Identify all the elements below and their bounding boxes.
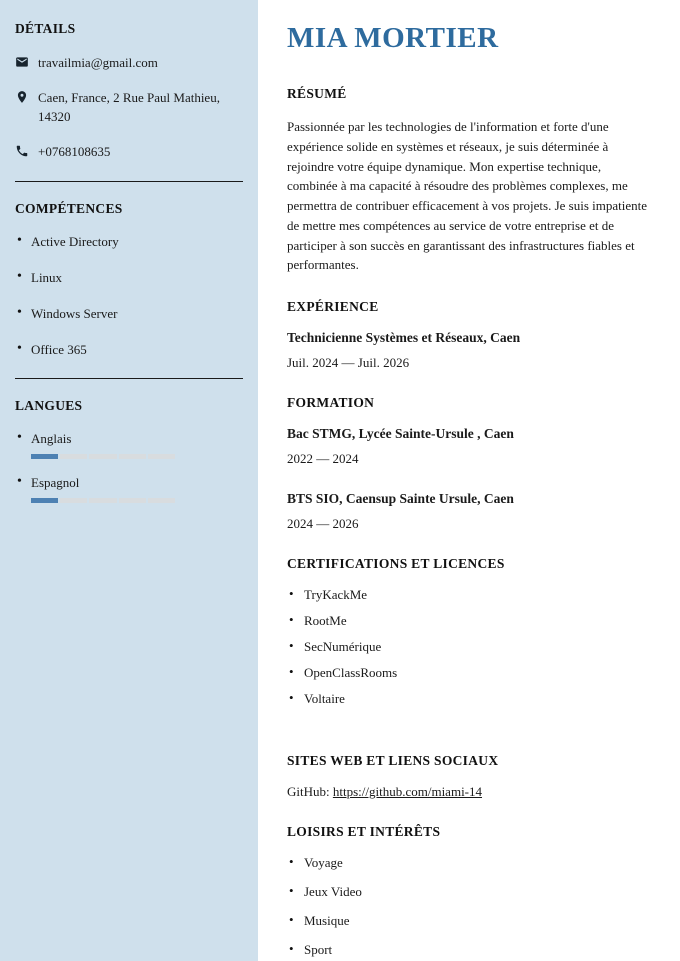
languages-list bbox=[15, 431, 244, 503]
resume-heading: RÉSUMÉ bbox=[287, 86, 347, 101]
education-entry bbox=[287, 426, 650, 467]
hobbies-heading: LOISIRS ET INTÉRÊTS bbox=[287, 824, 441, 839]
phone-icon bbox=[15, 144, 29, 158]
github-label: GitHub: bbox=[287, 784, 333, 799]
level-segment-empty bbox=[119, 498, 146, 503]
certification-item: • Voltaire bbox=[287, 691, 650, 707]
experience-title: Technicienne Systèmes et Réseaux, Caen bbox=[287, 330, 521, 345]
github-line bbox=[287, 784, 650, 800]
hobbies-list bbox=[287, 855, 650, 958]
resume-text: Passionnée par les technologies de l'information et forte d'une expérience solide en systèmes et réseaux, je suis déterminée à rejoindre votre équipe dynamique. Mon expertise technique, combinée à ma capacité à résoudre des problèmes complexes, me permettra de contribuer efficacement à vos projets. Je suis impatiente de mettre mes compétences au service de votre entreprise et de participer à son succès en garantissant des infrastructures fiables et performantes. bbox=[287, 119, 648, 273]
education-dates: 2022 — 2024 bbox=[287, 451, 359, 466]
experience-entry bbox=[287, 330, 650, 371]
details-heading: DÉTAILS bbox=[15, 21, 76, 36]
resume-section bbox=[287, 86, 650, 275]
sidebar-divider bbox=[15, 378, 243, 379]
email-row bbox=[15, 54, 244, 73]
websites-section bbox=[287, 753, 650, 800]
skills-list bbox=[15, 234, 244, 358]
level-segment-filled bbox=[31, 454, 58, 459]
level-segment-empty bbox=[89, 498, 116, 503]
certifications-section bbox=[287, 556, 650, 707]
hobby-item: • Musique bbox=[287, 913, 650, 929]
address-value: Caen, France, 2 Rue Paul Mathieu, 14320 bbox=[38, 89, 220, 124]
education-heading: FORMATION bbox=[287, 395, 375, 410]
language-item bbox=[15, 475, 244, 503]
level-segment-filled bbox=[31, 498, 58, 503]
skills-section bbox=[15, 201, 244, 358]
email-value: travailmia@gmail.com bbox=[38, 55, 158, 70]
level-segment-empty bbox=[148, 454, 175, 459]
language-label: Espagnol bbox=[31, 475, 80, 491]
envelope-icon bbox=[15, 55, 29, 69]
certification-item: • RootMe bbox=[287, 613, 650, 629]
language-item bbox=[15, 431, 244, 459]
level-segment-empty bbox=[119, 454, 146, 459]
certification-item: • OpenClassRooms bbox=[287, 665, 650, 681]
skill-item: • Linux bbox=[15, 270, 244, 286]
github-link[interactable]: https://github.com/miami-14 bbox=[332, 784, 483, 799]
page-title: MIA MORTIER bbox=[287, 22, 499, 54]
education-section bbox=[287, 395, 650, 532]
skill-item: • Windows Server bbox=[15, 306, 244, 322]
languages-heading: LANGUES bbox=[15, 398, 83, 414]
phone-row bbox=[15, 143, 244, 162]
level-segment-empty bbox=[89, 454, 116, 459]
education-title: BTS SIO, Caensup Sainte Ursule, Caen bbox=[287, 491, 514, 506]
skill-item: • Active Directory bbox=[15, 234, 244, 250]
level-segment-empty bbox=[60, 498, 87, 503]
level-segment-empty bbox=[148, 498, 175, 503]
experience-dates: Juil. 2024 — Juil. 2026 bbox=[287, 355, 410, 370]
experience-heading: EXPÉRIENCE bbox=[287, 299, 379, 314]
education-dates: 2024 — 2026 bbox=[287, 516, 359, 531]
languages-section bbox=[15, 398, 244, 503]
language-level-bar bbox=[31, 498, 175, 503]
hobby-item: • Sport bbox=[287, 942, 650, 958]
main-content bbox=[258, 0, 680, 961]
websites-heading: SITES WEB ET LIENS SOCIAUX bbox=[287, 753, 499, 768]
skill-item: • Office 365 bbox=[15, 342, 244, 358]
level-segment-empty bbox=[60, 454, 87, 459]
education-title: Bac STMG, Lycée Sainte-Ursule , Caen bbox=[287, 426, 514, 441]
details-section bbox=[15, 21, 244, 161]
address-row bbox=[15, 89, 244, 127]
language-level-bar bbox=[31, 454, 175, 459]
certification-item: • TryKackMe bbox=[287, 587, 650, 603]
hobbies-section bbox=[287, 824, 650, 958]
hobby-item: • Voyage bbox=[287, 855, 650, 871]
experience-section bbox=[287, 299, 650, 371]
skills-heading: COMPÉTENCES bbox=[15, 201, 123, 217]
certification-item: • SecNumérique bbox=[287, 639, 650, 655]
phone-value: +0768108635 bbox=[38, 143, 111, 159]
certifications-heading: CERTIFICATIONS ET LICENCES bbox=[287, 556, 505, 571]
location-pin-icon bbox=[15, 90, 29, 104]
sidebar bbox=[0, 0, 258, 961]
education-entry bbox=[287, 491, 650, 532]
language-label: Anglais bbox=[31, 431, 72, 447]
certifications-list bbox=[287, 587, 650, 707]
hobby-item: • Jeux Video bbox=[287, 884, 650, 900]
sidebar-divider bbox=[15, 181, 243, 182]
